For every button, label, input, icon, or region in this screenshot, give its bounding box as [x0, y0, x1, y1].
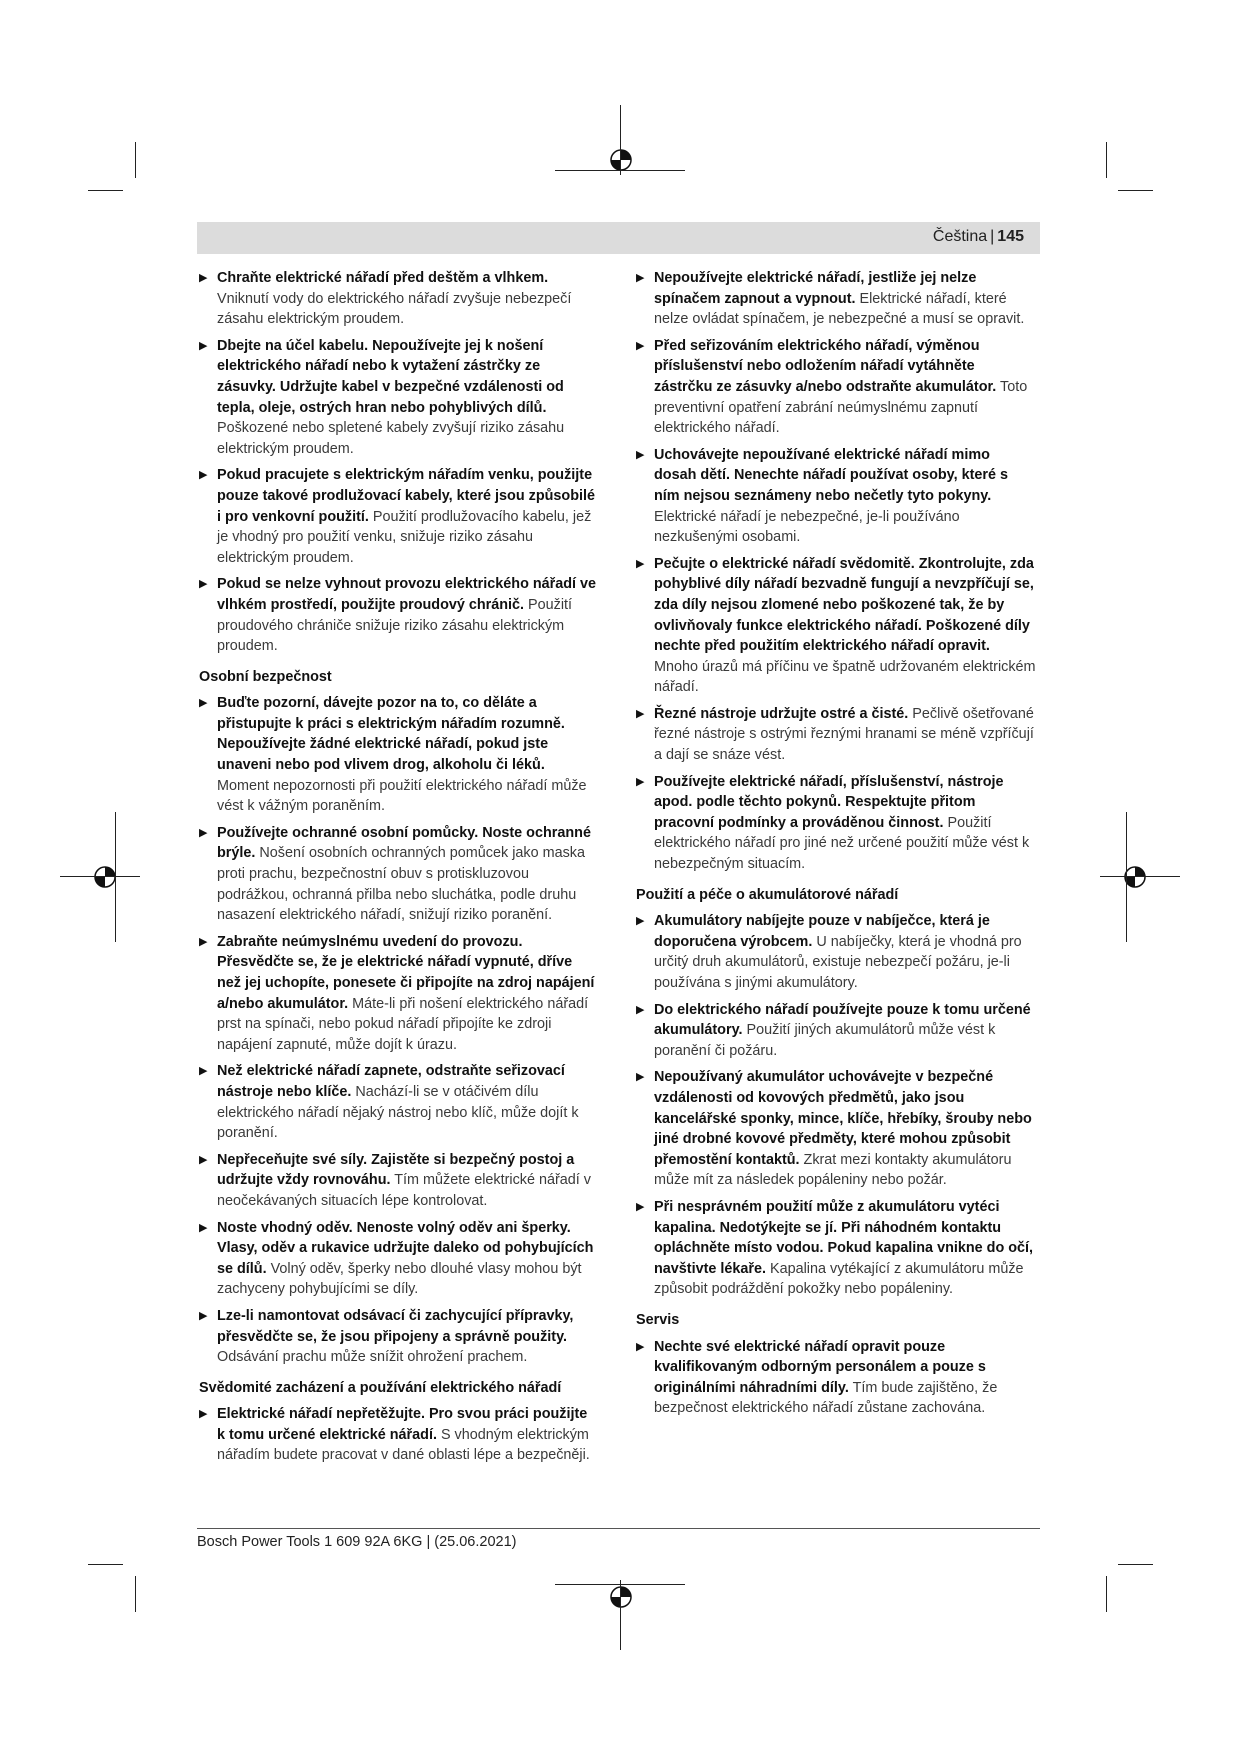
instruction-bold-text: Do elektrického nářadí používejte pouze k tomu určené akumulátory. [654, 1001, 1031, 1039]
bullet-arrow-icon: ▶ [636, 1340, 645, 1353]
registration-line [620, 105, 621, 175]
crop-mark [1106, 1576, 1107, 1612]
instruction-explanation-text: Toto preventivní opatření zabrání neúmyslnému zapnutí elektrického nářadí. [654, 378, 1028, 437]
registration-line [620, 1580, 621, 1650]
instruction-explanation-text: Poškozené nebo spletené kabely zvyšují riziko zásahu elektrickým proudem. [217, 420, 565, 457]
instruction-explanation-text: Použití prodlužovacího kabelu, jež je vhodný pro použití venku, snižuje riziko zásahu elektrickým proudem. [217, 508, 592, 566]
instruction-bold-text: Nechte své elektrické nářadí opravit pouze kvalifikovaným odborným personálem a pouze s originálními náhradními díly. [654, 1338, 986, 1396]
crop-mark [1106, 142, 1107, 178]
safety-instruction-item [199, 1404, 599, 1466]
page-header [197, 222, 1040, 254]
safety-instruction-item [199, 1218, 599, 1300]
bullet-arrow-icon: ▶ [199, 1221, 208, 1234]
bullet-arrow-icon: ▶ [636, 339, 645, 352]
instruction-explanation-text: Máte-li při nošení elektrického nářadí prst na spínači, nebo pokud nářadí připojíte ke zdroji napájení zapnuté, může dojít k úrazu. [217, 995, 589, 1053]
left-column [199, 268, 599, 1472]
safety-instruction-item [199, 823, 599, 926]
crop-mark [1118, 190, 1153, 191]
left-section-2 [199, 693, 599, 1367]
bullet-arrow-icon: ▶ [636, 775, 645, 788]
bullet-arrow-icon: ▶ [199, 697, 208, 710]
header-text [933, 228, 1024, 246]
safety-instruction-item [636, 1337, 1036, 1419]
section-heading: Osobní bezpečnost [199, 668, 332, 685]
bullet-arrow-icon: ▶ [199, 935, 208, 948]
left-section-1 [199, 268, 599, 657]
instruction-bold-text: Pokud pracujete s elektrickým nářadím venku, použijte pouze takové prodlužovací kabely, které jsou způsobilé i pro venkovní použití. [217, 467, 595, 525]
registration-line [1126, 812, 1127, 942]
safety-instruction-item [199, 268, 599, 330]
instruction-explanation-text: Moment nepozornosti při použití elektrického nářadí může vést k vážným poraněním. [217, 777, 587, 815]
instruction-bold-text: Dbejte na účel kabelu. Nepoužívejte jej k nošení elektrického nářadí nebo k vytažení zástrčky ze zásuvky. Udržujte kabel v bezpečné vzdálenosti od tepla, oleje, ostrých hran nebo pohyblivých dílů. [217, 337, 564, 416]
instruction-explanation-text: Pečlivě ošetřované řezné nástroje s ostrými řeznými hranami se méně vzpříčují a dají se snáze vést. [654, 705, 1034, 764]
instruction-explanation-text: Vniknutí vody do elektrického nářadí zvyšuje nebezpečí zásahu elektrickým proudem. [217, 290, 572, 328]
safety-instruction-item [199, 1150, 599, 1212]
bullet-arrow-icon: ▶ [199, 1408, 208, 1421]
crop-mark [88, 1564, 123, 1565]
instruction-explanation-text: Nachází-li se v otáčivém dílu elektrického nářadí nějaký nástroj nebo klíč, může dojít k poranění. [217, 1083, 579, 1142]
section-heading: Servis [636, 1311, 680, 1328]
registration-line [60, 876, 140, 877]
header-language: Čeština [932, 228, 988, 245]
bullet-arrow-icon: ▶ [199, 469, 208, 482]
right-section-3 [636, 1337, 1036, 1419]
instruction-explanation-text: Nošení osobních ochranných pomůcek jako maska proti prachu, bezpečnostní obuv s protiskluzovou podrážkou, ochranná přilba nebo sluchátka, podle druhu nasazení elektrického nářadí, snižují riziko poranění. [217, 845, 585, 924]
instruction-explanation-text: Použití proudového chrániče snižuje riziko zásahu elektrickým proudem. [217, 596, 573, 655]
bullet-arrow-icon: ▶ [199, 826, 208, 839]
bullet-arrow-icon: ▶ [636, 915, 645, 928]
instruction-explanation-text: Použití elektrického nářadí pro jiné než určené použití může vést k nebezpečným situacím. [654, 814, 1030, 873]
instruction-bold-text: Pečujte o elektrické nářadí svědomitě. Zkontrolujte, zda pohyblivé díly nářadí bezvadně fungují a nevzpříčují se, zda díly nejsou zlomené nebo poškozené tak, že by ovlivňovaly funkce elektrického nářadí. Poškozené díly nechte před použitím elektrického nářadí opravit. [654, 555, 1034, 655]
crop-mark [88, 190, 123, 191]
bullet-arrow-icon: ▶ [636, 448, 645, 461]
bullet-arrow-icon: ▶ [199, 1065, 208, 1078]
safety-instruction-item [636, 445, 1036, 548]
safety-instruction-item [636, 1197, 1036, 1300]
instruction-explanation-text: Elektrické nářadí, které nelze ovládat spínačem, je nebezpečné a musí se opravit. [654, 290, 1025, 328]
instruction-bold-text: Noste vhodný oděv. Nenoste volný oděv ani šperky. Vlasy, oděv a rukavice udržujte daleko od pohybujících se dílů. [217, 1219, 594, 1277]
bullet-arrow-icon: ▶ [199, 272, 208, 284]
left-section-3 [199, 1404, 599, 1466]
safety-instruction-item [636, 336, 1036, 439]
instruction-bold-text: Pokud se nelze vyhnout provozu elektrického nářadí ve vlhkém prostředí, použijte proudový chránič. [217, 576, 597, 613]
bullet-arrow-icon: ▶ [636, 707, 645, 720]
bullet-arrow-icon: ▶ [636, 1071, 645, 1084]
safety-instruction-item [199, 932, 599, 1056]
crop-mark [1118, 1564, 1153, 1565]
instruction-bold-text: Zabraňte neúmyslnému uvedení do provozu. Přesvědčte se, že je elektrické nářadí vypnuté, dříve než jej uchopíte, ponesete či připojíte na zdroj napájení a/nebo akumulátor. [217, 933, 595, 1012]
instruction-bold-text: Nepřeceňujte své síly. Zajistěte si bezpečný postoj a udržujte vždy rovnováhu. [217, 1151, 575, 1189]
instruction-bold-text: Při nesprávném použití může z akumulátoru vytéci kapalina. Nedotýkejte se jí. Při náhodném kontaktu opláchněte místo vodou. Pokud kapalina vnikne do očí, navštivte lékaře. [654, 1198, 1034, 1277]
right-section-1 [636, 268, 1036, 875]
header-separator: | [990, 228, 995, 245]
bullet-arrow-icon: ▶ [636, 272, 645, 284]
safety-instruction-item [636, 268, 1036, 330]
instruction-explanation-text: Mnoho úrazů má příčinu ve špatně udržovaném elektrickém nářadí. [654, 658, 1036, 696]
safety-instruction-item [636, 911, 1036, 993]
instruction-bold-text: Lze-li namontovat odsávací či zachycující přípravky, přesvědčte se, že jsou připojeny a správně použity. [217, 1307, 574, 1345]
instruction-explanation-text: Elektrické nářadí je nebezpečné, je-li používáno nezkušenými osobami. [654, 508, 960, 546]
instruction-explanation-text: Použití jiných akumulátorů může vést k poranění či požáru. [654, 1022, 996, 1059]
safety-instruction-item [636, 1067, 1036, 1191]
section-heading: Svědomité zacházení a používání elektrického nářadí [199, 1379, 562, 1396]
safety-instruction-item [636, 554, 1036, 698]
instruction-explanation-text: Tím bude zajištěno, že bezpečnost elektrického nářadí zůstane zachována. [654, 1379, 998, 1417]
instruction-bold-text: Buďte pozorní, dávejte pozor na to, co děláte a přistupujte k práci s elektrickým nářadím rozumně. Nepoužívejte žádné elektrické nářadí, pokud jste unaveni nebo pod vlivem drog, alkoholu či léků. [217, 695, 565, 774]
safety-instruction-item [636, 704, 1036, 766]
right-column [636, 268, 1036, 1425]
registration-line [115, 812, 116, 942]
instruction-bold-text: Používejte elektrické nářadí, příslušenství, nástroje apod. podle těchto pokynů. Respektujte přitom pracovní podmínky a prováděnou činnost. [654, 773, 1004, 831]
instruction-explanation-text: Kapalina vytékající z akumulátoru může způsobit podráždění pokožky nebo popáleniny. [654, 1260, 1024, 1298]
right-section-2 [636, 911, 1036, 1300]
bullet-arrow-icon: ▶ [636, 1200, 645, 1213]
registration-mark-icon [604, 1580, 638, 1614]
instruction-explanation-text: Odsávání prachu může snížit ohrožení prachem. [217, 1349, 528, 1366]
instruction-bold-text: Chraňte elektrické nářadí před deštěm a vlhkem. [217, 270, 549, 286]
section-heading: Použití a péče o akumulátorové nářadí [636, 886, 899, 903]
bullet-arrow-icon: ▶ [199, 1309, 208, 1322]
page-number: 145 [997, 228, 1024, 245]
instruction-bold-text: Před seřizováním elektrického nářadí, výměnou příslušenství nebo odložením nářadí vytáhněte zástrčku ze zásuvky a/nebo odstraňte akumulátor. [654, 337, 997, 395]
instruction-explanation-text: S vhodným elektrickým nářadím budete pracovat v dané oblasti lépe a bezpečněji. [217, 1426, 590, 1464]
footer-rule [197, 1528, 1040, 1529]
instruction-bold-text: Nepoužívaný akumulátor uchovávejte v bezpečné vzdálenosti od kovových předmětů, jako jsou kancelářské sponky, mince, klíče, hřebíky, šrouby nebo jiné drobné kovové předměty, které mohou způsobit přemostění kontaktů. [654, 1069, 1032, 1168]
registration-line [555, 1584, 685, 1585]
safety-instruction-item [636, 772, 1036, 875]
crop-mark [135, 1576, 136, 1612]
safety-instruction-item [199, 693, 599, 817]
instruction-bold-text: Používejte ochranné osobní pomůcky. Noste ochranné brýle. [217, 824, 591, 862]
instruction-bold-text: Uchovávejte nepoužívané elektrické nářadí mimo dosah dětí. Nenechte nářadí používat osoby, které s ním nejsou seznámeny nebo nečetly tyto pokyny. [654, 446, 1008, 504]
instruction-bold-text: Řezné nástroje udržujte ostré a čisté. [654, 705, 909, 722]
crop-mark [135, 142, 136, 178]
instruction-bold-text: Akumulátory nabíjejte pouze v nabíječce, která je doporučena výrobcem. [654, 913, 990, 950]
instruction-bold-text: Než elektrické nářadí zapnete, odstraňte seřizovací nástroje nebo klíče. [217, 1063, 565, 1100]
registration-line [555, 170, 685, 171]
instruction-explanation-text: Volný oděv, šperky nebo dlouhé vlasy mohou být zachyceny pohybujícími se díly. [217, 1260, 582, 1298]
instruction-explanation-text: U nabíječky, která je vhodná pro určitý druh akumulátorů, existuje nebezpečí požáru, je-li používána s jinými akumulátory. [654, 933, 1022, 991]
instruction-bold-text: Elektrické nářadí nepřetěžujte. Pro svou práci použijte k tomu určené elektrické nářadí. [217, 1406, 588, 1443]
safety-instruction-item [199, 1061, 599, 1143]
bullet-arrow-icon: ▶ [636, 1003, 645, 1016]
registration-mark-icon [88, 860, 122, 894]
bullet-arrow-icon: ▶ [199, 1153, 208, 1166]
bullet-arrow-icon: ▶ [199, 578, 208, 591]
bullet-arrow-icon: ▶ [199, 339, 208, 352]
registration-mark-icon [1118, 860, 1152, 894]
instruction-explanation-text: Tím můžete elektrické nářadí v neočekávaných situacích lépe kontrolovat. [217, 1172, 591, 1209]
instruction-explanation-text: Zkrat mezi kontakty akumulátoru může mít za následek popáleniny nebo požár. [654, 1151, 1012, 1189]
registration-mark-icon [604, 143, 638, 177]
safety-instruction-item [199, 336, 599, 460]
bullet-arrow-icon: ▶ [636, 557, 645, 570]
registration-line [1100, 876, 1180, 877]
safety-instruction-item [199, 465, 599, 568]
safety-instruction-item [199, 1306, 599, 1368]
footer-text: Bosch Power Tools 1 609 92A 6KG | (25.06.2021) [197, 1534, 517, 1550]
instruction-bold-text: Nepoužívejte elektrické nářadí, jestliže jej nelze spínačem zapnout a vypnout. [654, 270, 977, 307]
safety-instruction-item [636, 1000, 1036, 1062]
safety-instruction-item [199, 574, 599, 656]
